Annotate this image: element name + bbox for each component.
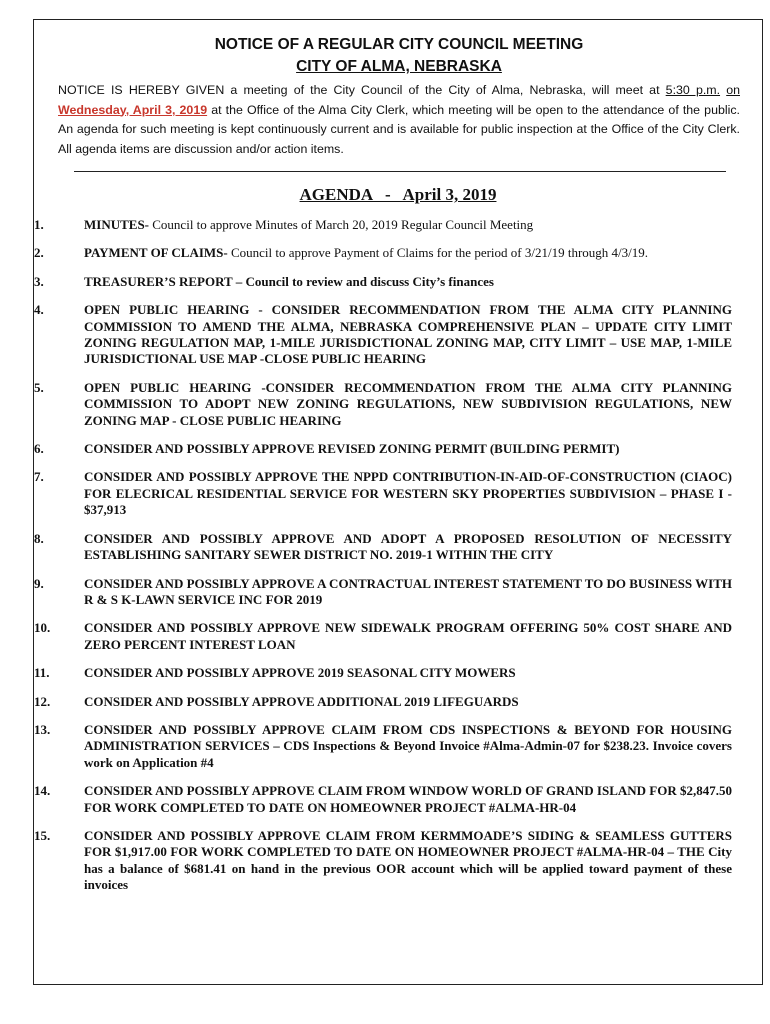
agenda-item-text [84, 380, 732, 429]
agenda-item [34, 620, 732, 653]
agenda-item-number-text: 8. [34, 530, 44, 546]
agenda-item-body: CONSIDER AND POSSIBLY APPROVE CLAIM FROM WINDOW WORLD OF GRAND ISLAND FOR $2,847.50 FOR WORK COMPLETED TO DATE ON HOMEOWNER PROJECT #ALMA-HR-04 [84, 783, 732, 815]
agenda-item-text [84, 441, 732, 457]
agenda-item [34, 217, 732, 233]
agenda-item-body: CONSIDER AND POSSIBLY APPROVE A CONTRACTUAL INTEREST STATEMENT TO DO BUSINESS WITH R & S K-LAWN SERVICE INC FOR 2019 [84, 575, 732, 607]
agenda-item-number [34, 828, 84, 894]
agenda-item-text [84, 274, 732, 290]
agenda-item-number-text: 7. [34, 469, 44, 485]
agenda-item-text [84, 828, 732, 894]
agenda-item-body: CONSIDER AND POSSIBLY APPROVE NEW SIDEWALK PROGRAM OFFERING 50% COST SHARE AND ZERO PERCENT INTEREST LOAN [84, 620, 732, 652]
agenda-item [34, 245, 732, 261]
notice-title: NOTICE OF A REGULAR CITY COUNCIL MEETING [214, 36, 584, 53]
agenda-item-rest: Council to approve Payment of Claims for the period of 3/21/19 through 4/3/19. [227, 245, 649, 261]
agenda-item-text [84, 620, 732, 653]
agenda-item-lead: PAYMENT OF CLAIMS- [84, 245, 228, 261]
agenda-item-text [84, 531, 732, 564]
agenda-item [34, 722, 732, 771]
notice-part2: at the Office of the Alma City Clerk, which meeting will be open to the attendance of the public. An agenda for such meeting is kept continuously current and is available for public inspection at the Office of the City Clerk. All agenda items are discussion and/or action items. [58, 102, 740, 156]
agenda-item [34, 828, 732, 894]
agenda-item-body: CONSIDER AND POSSIBLY APPROVE 2019 SEASONAL CITY MOWERS [84, 665, 516, 681]
agenda-item [34, 783, 732, 816]
agenda-item-number-text: 10. [34, 620, 51, 636]
agenda-item-number-text: 5. [34, 379, 44, 395]
agenda-list [34, 217, 762, 894]
agenda-item-number [34, 245, 84, 261]
agenda-item-number-text: 1. [34, 217, 44, 232]
agenda-item [34, 380, 732, 429]
agenda-item-number-text: 4. [34, 302, 44, 318]
document-page [33, 19, 763, 985]
agenda-item-number-text: 13. [34, 721, 51, 737]
agenda-item [34, 302, 732, 368]
agenda-item-number-text: 3. [34, 273, 44, 289]
agenda-item-lead: MINUTES- [84, 217, 150, 232]
agenda-item [34, 576, 732, 609]
meeting-date: Wednesday, April 3, 2019 [58, 102, 208, 117]
meeting-time: 5:30 p.m. [665, 83, 721, 97]
agenda-item-number [34, 531, 84, 564]
agenda-item-text [84, 783, 732, 816]
agenda-item-number [34, 302, 84, 368]
agenda-item-text [84, 665, 732, 681]
agenda-item-body: CONSIDER AND POSSIBLY APPROVE CLAIM FROM CDS INSPECTIONS & BEYOND FOR HOUSING ADMINISTRATION SERVICES – CDS Inspections & Beyond Invoice #Alma-Admin-07 for $238.23. Invoice covers work on Application #4 [84, 721, 732, 770]
agenda-item [34, 469, 732, 518]
agenda-item-body: CONSIDER AND POSSIBLY APPROVE CLAIM FROM KERMMOADE’S SIDING & SEAMLESS GUTTERS FOR $1,917.00 FOR WORK COMPLETED TO DATE ON HOMEOWNER PROJECT #ALMA-HR-04 – THE City has a balance of $681.41 on hand in the previous OOR account which will be applied toward payment of these invoices [84, 827, 732, 893]
agenda-item-rest: Council to approve Minutes of March 20, 2019 Regular Council Meeting [149, 217, 534, 232]
agenda-item-text [84, 302, 732, 368]
agenda-item-number [34, 469, 84, 518]
agenda-item-number-text: 14. [34, 783, 51, 799]
divider-line [74, 171, 726, 172]
agenda-item-text [84, 245, 732, 261]
agenda-item-number [34, 783, 84, 816]
agenda-item-text [84, 217, 732, 233]
notice-paragraph [58, 81, 740, 159]
notice-header [34, 20, 762, 159]
agenda-item-number-text: 6. [34, 441, 44, 457]
agenda-item-number [34, 722, 84, 771]
agenda-item-number [34, 665, 84, 681]
agenda-item-number-text: 11. [34, 665, 50, 681]
agenda-item-number-text: 12. [34, 693, 51, 709]
agenda-item-number [34, 217, 84, 233]
agenda-item-number-text: 15. [34, 827, 51, 843]
agenda-item-text [84, 576, 732, 609]
agenda-item [34, 531, 732, 564]
city-title: CITY OF ALMA, NEBRASKA [296, 58, 502, 75]
notice-on: on [726, 83, 740, 97]
notice-part1: NOTICE IS HEREBY GIVEN a meeting of the City Council of the City of Alma, Nebraska, will meet at [58, 83, 666, 97]
agenda-item-text [84, 469, 732, 518]
agenda-item-body: OPEN PUBLIC HEARING -CONSIDER RECOMMENDATION FROM THE ALMA CITY PLANNING COMMISSION TO ADOPT NEW ZONING REGULATIONS, NEW SUBDIVISION REGULATIONS, NEW ZONING MAP - CLOSE PUBLIC HEARING [84, 379, 732, 428]
agenda-item-body: CONSIDER AND POSSIBLY APPROVE REVISED ZONING PERMIT (BUILDING PERMIT) [84, 441, 620, 457]
agenda-item-body: CONSIDER AND POSSIBLY APPROVE AND ADOPT A PROPOSED RESOLUTION OF NECESSITY ESTABLISHING SANITARY SEWER DISTRICT NO. 2019-1 WITHIN THE CITY [84, 530, 732, 563]
agenda-item [34, 441, 732, 457]
agenda-item-body: TREASURER’S REPORT – Council to review and discuss City’s finances [84, 273, 494, 289]
agenda-item-text [84, 722, 732, 771]
agenda-item-text [84, 694, 732, 710]
agenda-item-number [34, 694, 84, 710]
agenda-item [34, 694, 732, 710]
agenda-item-number [34, 620, 84, 653]
agenda-item [34, 665, 732, 681]
agenda-item-body: CONSIDER AND POSSIBLY APPROVE ADDITIONAL 2019 LIFEGUARDS [84, 693, 519, 709]
agenda-item-number [34, 441, 84, 457]
agenda-item-body: OPEN PUBLIC HEARING - CONSIDER RECOMMENDATION FROM THE ALMA CITY PLANNING COMMISSION TO AMEND THE ALMA, NEBRASKA COMPREHENSIVE PLAN – UPDATE CITY LIMIT ZONING REGULATION MAP, 1-MILE JURISDICTIONAL ZONING MAP, CITY LIMIT – USE MAP, 1-MILE JURISDICTIONAL USE MAP -CLOSE PUBLIC HEARING [84, 302, 732, 367]
agenda-heading: AGENDA - April 3, 2019 [299, 185, 497, 204]
agenda-item-number [34, 380, 84, 429]
agenda-item-body: CONSIDER AND POSSIBLY APPROVE THE NPPD CONTRIBUTION-IN-AID-OF-CONSTRUCTION (CIAOC) FOR ELECRICAL RESIDENTIAL SERVICE FOR WESTERN SKY PROPERTIES SUBDIVISION – PHASE I - $37,913 [84, 469, 732, 518]
agenda-item-number-text: 9. [34, 575, 44, 591]
agenda-item-number [34, 576, 84, 609]
agenda-item [34, 274, 732, 290]
agenda-item-number-text: 2. [34, 245, 44, 261]
agenda-item-number [34, 274, 84, 290]
